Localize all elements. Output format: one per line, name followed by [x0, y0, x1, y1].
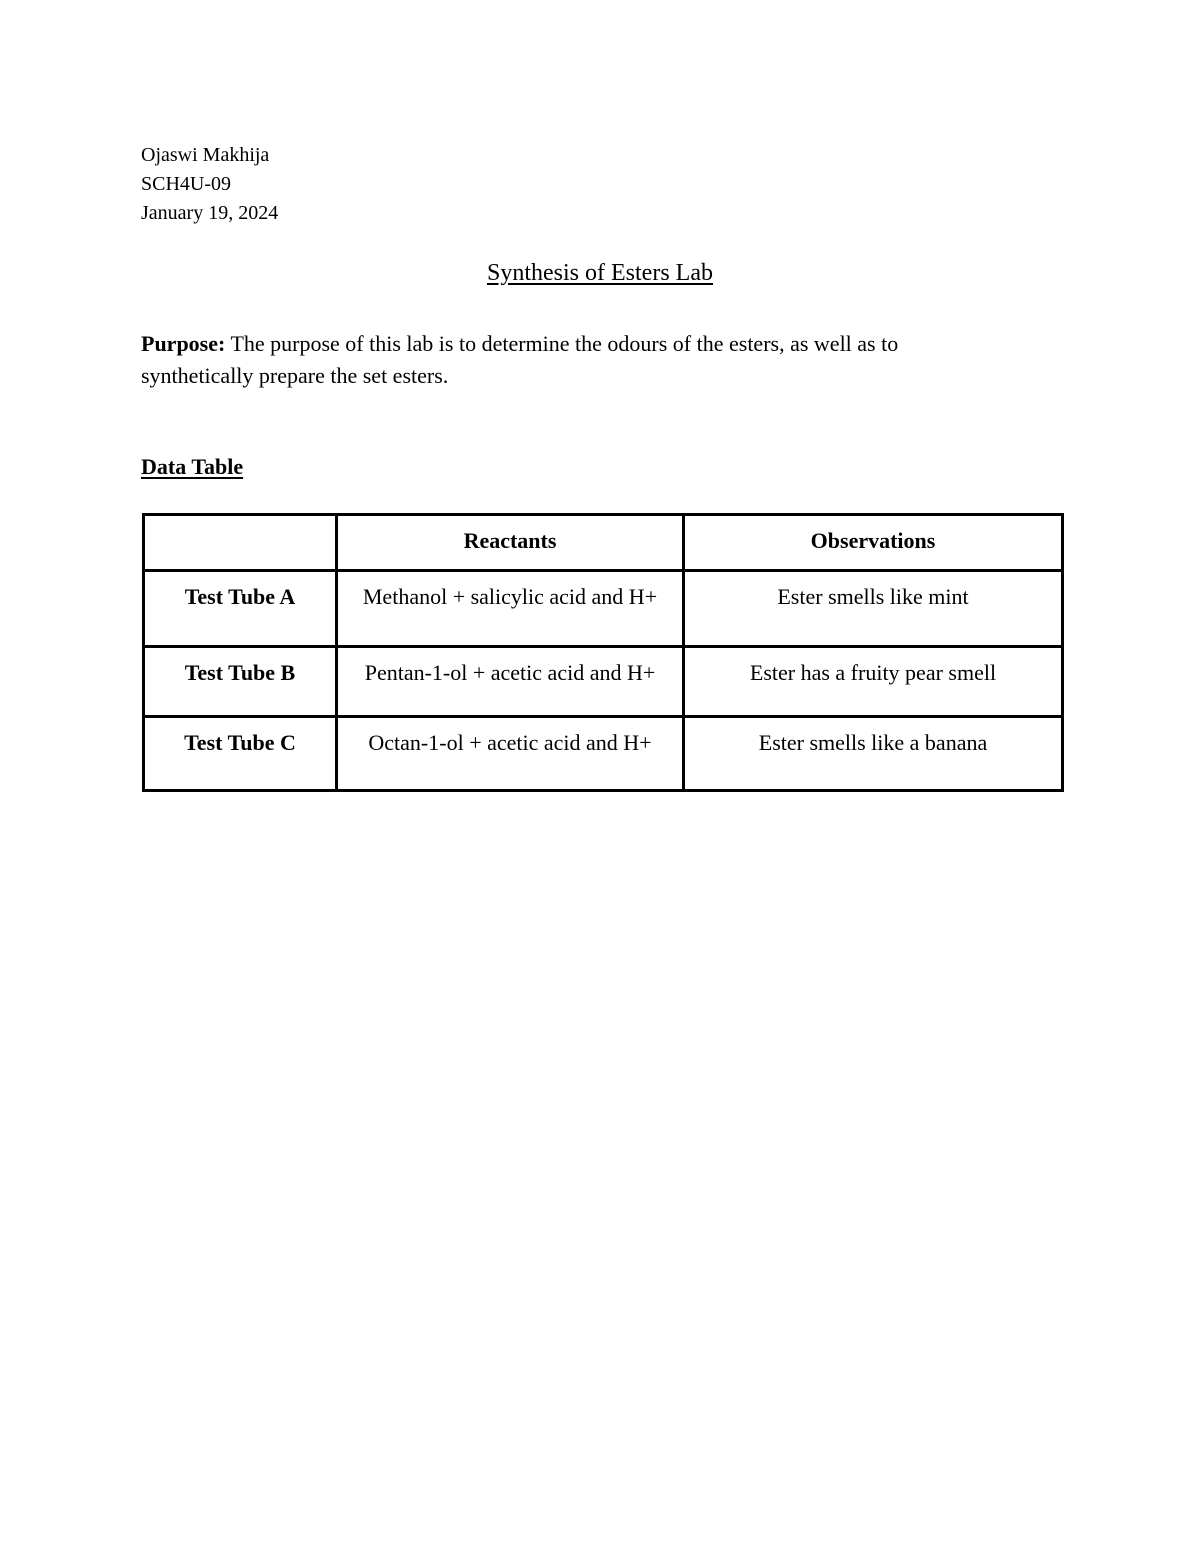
course-code: SCH4U-09 [141, 173, 232, 195]
table-row [144, 571, 1063, 647]
reactants-cell: Octan-1-ol + acetic acid and H+ [337, 717, 684, 791]
purpose-paragraph [141, 328, 971, 392]
table-header-cell-reactants: Reactants [337, 515, 684, 571]
table-header-row [144, 515, 1063, 571]
document-date: January 19, 2024 [141, 202, 279, 224]
observations-cell: Ester has a fruity pear smell [684, 647, 1063, 717]
data-table [142, 513, 1064, 792]
row-label: Test Tube A [144, 571, 337, 647]
purpose-label: Purpose: [141, 331, 226, 356]
reactants-cell: Methanol + salicylic acid and H+ [337, 571, 684, 647]
row-label: Test Tube C [144, 717, 337, 791]
table-header-cell-observations: Observations [684, 515, 1063, 571]
reactants-cell: Pentan-1-ol + acetic acid and H+ [337, 647, 684, 717]
document-title-container [0, 258, 1200, 288]
data-table-heading: Data Table [141, 454, 244, 479]
document-title: Synthesis of Esters Lab [487, 260, 713, 286]
table-header-cell-empty [144, 515, 337, 571]
observations-cell: Ester smells like mint [684, 571, 1063, 647]
row-label: Test Tube B [144, 647, 337, 717]
observations-cell: Ester smells like a banana [684, 717, 1063, 791]
table-row [144, 647, 1063, 717]
purpose-text: The purpose of this lab is to determine the odours of the esters, as well as to synthetically prepare the set esters. [141, 331, 899, 388]
table-row [144, 717, 1063, 791]
author-name: Ojaswi Makhija [141, 144, 270, 166]
